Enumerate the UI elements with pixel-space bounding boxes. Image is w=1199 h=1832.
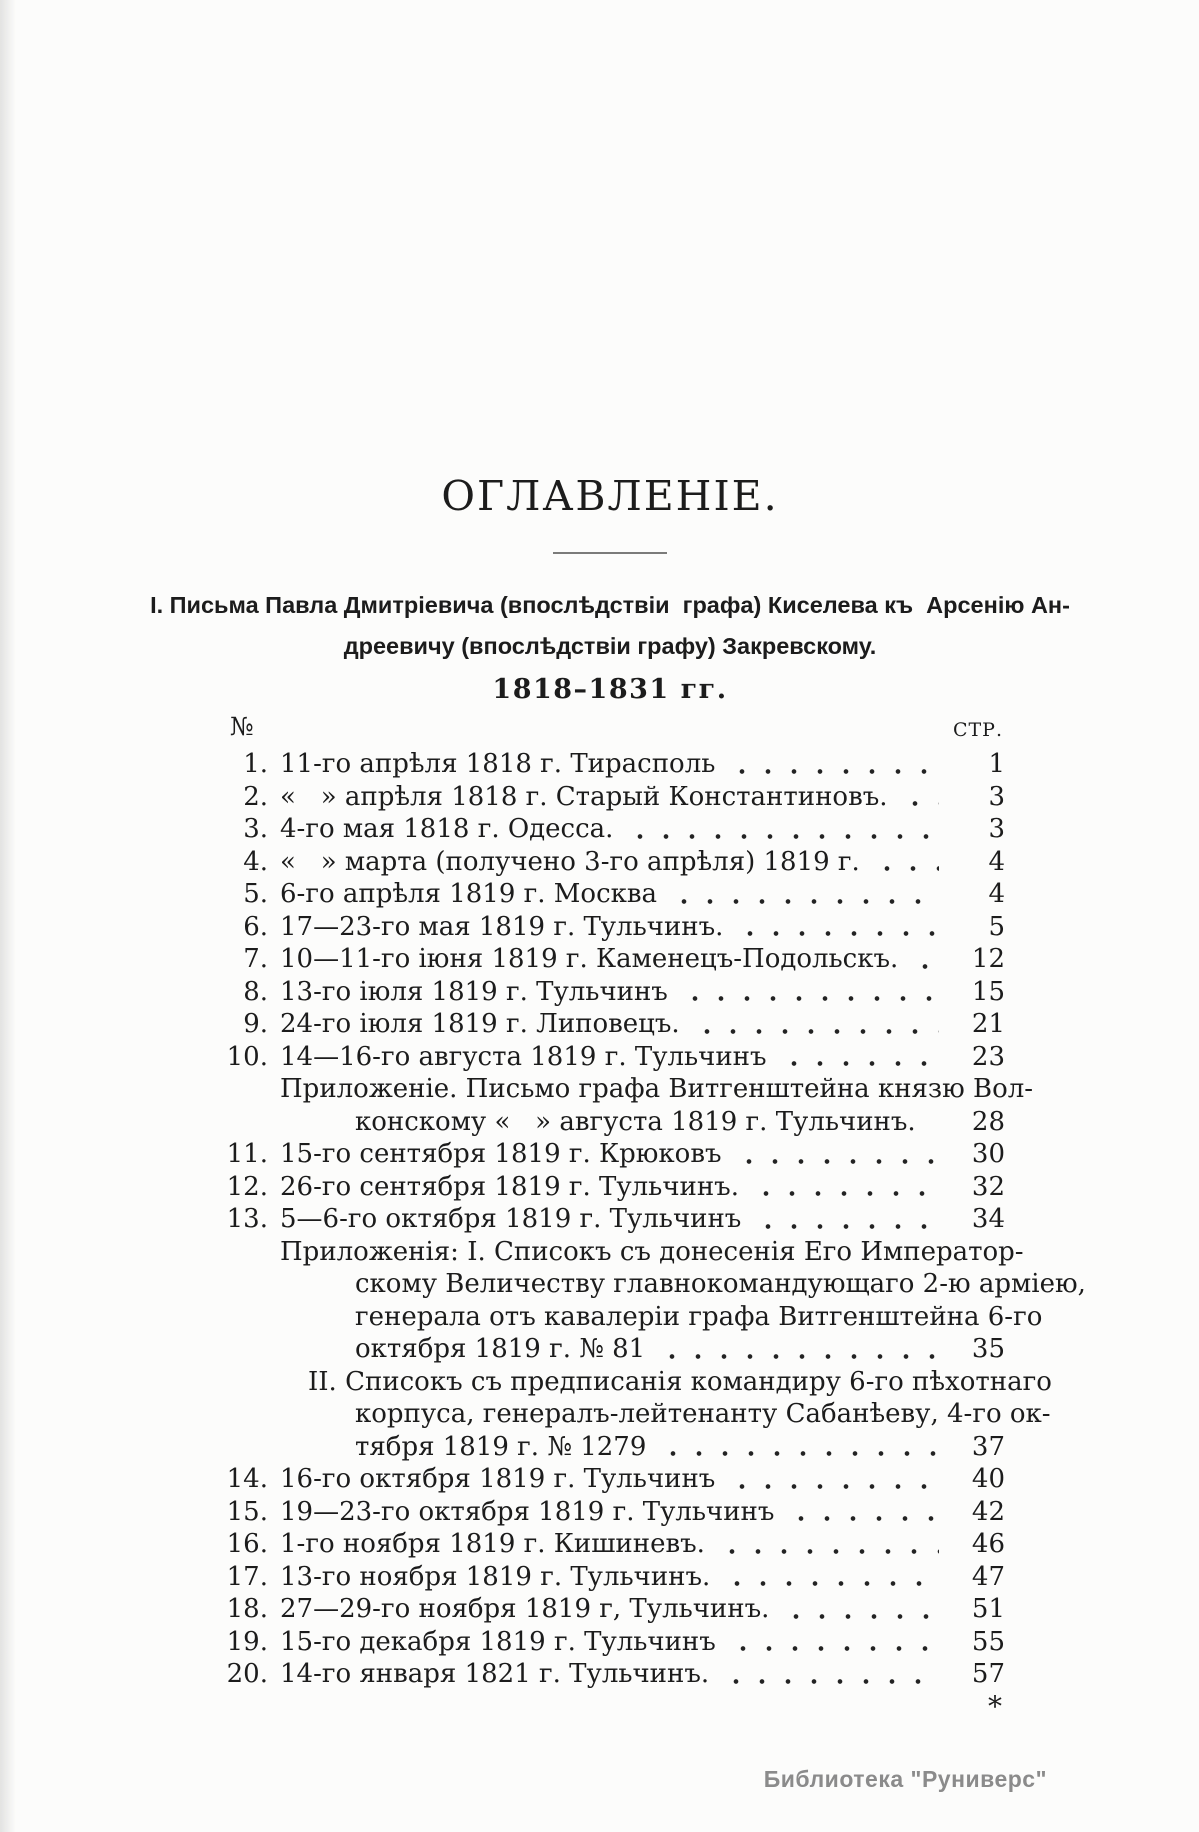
entry-number: 1.	[243, 749, 268, 779]
entry-number: 8.	[243, 976, 268, 1007]
entry-text: 15-го сентября 1819 г. Крюковъ	[280, 1139, 722, 1169]
dot-leader	[716, 1561, 939, 1594]
toc-entry	[150, 976, 1005, 1009]
toc-entry	[150, 1366, 1052, 1399]
entry-page: 12	[971, 944, 1005, 974]
entry-number: 11.	[226, 1139, 268, 1169]
toc-rows	[150, 748, 1086, 1691]
dot-leader	[652, 1431, 939, 1464]
entry-page: 42	[971, 1496, 1005, 1527]
entry-page: 28	[971, 1106, 1005, 1137]
entry-page: 15	[971, 976, 1005, 1007]
entry-page: 47	[971, 1561, 1005, 1592]
entry-text: тября 1819 г. № 1279	[355, 1431, 647, 1462]
dot-leader	[663, 878, 939, 911]
entry-number: 19.	[226, 1626, 268, 1657]
dot-leader	[904, 943, 939, 976]
entry-text: II. Списокъ съ предписанія командиру 6-го пѣхотнаго	[308, 1366, 1052, 1397]
entry-text: 26-го сентября 1819 г. Тульчинъ.	[280, 1171, 739, 1202]
entry-number: 5.	[243, 879, 268, 909]
entry-number: 16.	[226, 1529, 268, 1559]
dot-leader	[651, 1333, 939, 1366]
entry-page: 4	[988, 879, 1005, 909]
entry-text: 4-го мая 1818 г. Одесса.	[280, 814, 614, 844]
toc-entry	[150, 1041, 1005, 1074]
entry-page	[1030, 1236, 1096, 1269]
date-range: 1818–1831 гг.	[492, 674, 728, 705]
entry-number: 3.	[243, 814, 268, 844]
dot-leader	[722, 1626, 939, 1659]
toc-entry	[150, 1593, 1005, 1626]
entry-text: 1-го ноября 1819 г. Кишиневъ.	[280, 1529, 705, 1559]
dot-leader	[711, 1528, 939, 1561]
section-heading-line2: дреевичу (впослѣдствіи графу) Закревскому.	[343, 633, 877, 659]
entry-text: 27—29-го ноября 1819 г, Тульчинъ.	[280, 1594, 770, 1624]
toc-header	[150, 712, 1005, 746]
entry-text: « » апрѣля 1818 г. Старый Константиновъ.	[280, 781, 888, 812]
entry-number: 6.	[243, 911, 268, 942]
toc-entry	[150, 1658, 1005, 1691]
entry-page: 55	[971, 1626, 1005, 1657]
entry-text: скому Величеству главнокомандующаго 2-ю арміею,	[355, 1269, 1086, 1299]
toc-entry	[150, 813, 1005, 846]
entry-page: 34	[971, 1204, 1005, 1234]
dot-leader	[745, 1171, 939, 1204]
column-header-page: СТР.	[952, 719, 1003, 741]
toc-entry	[150, 1431, 1005, 1464]
entry-page: 57	[971, 1659, 1005, 1689]
entry-text: 13-го іюля 1819 г. Тульчинъ	[280, 976, 668, 1007]
entry-text: 24-го іюля 1819 г. Липовецъ.	[280, 1009, 680, 1039]
toc-entry	[150, 1496, 1005, 1529]
entry-page: 4	[988, 846, 1005, 877]
footnote-asterisk: *	[988, 1690, 1002, 1723]
entry-text: генерала отъ кавалеріи графа Витгенштейна 6-го	[355, 1301, 1043, 1332]
entry-page: 1	[988, 749, 1005, 779]
entry-number: 14.	[226, 1464, 268, 1494]
toc-entry	[150, 1398, 1051, 1431]
entry-number: 4.	[243, 846, 268, 877]
dot-leader	[674, 976, 939, 1009]
title-divider	[553, 552, 667, 554]
entry-text: 11-го апрѣля 1818 г. Тирасполь	[280, 749, 716, 779]
section-heading-line1: I. Письма Павла Дмитріевича (впослѣдствіи графа) Киселева къ Арсенію Ан-	[150, 592, 1070, 618]
page-title: ОГЛАВЛЕНІЕ.	[441, 472, 779, 520]
entry-page: 5	[988, 911, 1005, 942]
entry-number: 12.	[226, 1171, 268, 1202]
toc-entry	[150, 1528, 1005, 1561]
entry-text: Приложеніе. Письмо графа Витгенштейна князю Вол-	[280, 1074, 1034, 1104]
toc-entry	[150, 748, 1005, 781]
entry-page: 32	[971, 1171, 1005, 1202]
entry-text: 13-го ноября 1819 г. Тульчинъ.	[280, 1561, 711, 1592]
toc-entry	[150, 943, 1005, 976]
toc-entry	[150, 1073, 1034, 1106]
entry-text: 6-го апрѣля 1819 г. Москва	[280, 879, 658, 909]
entry-text: 19—23-го октября 1819 г. Тульчинъ	[280, 1496, 775, 1527]
entry-text: 5—6-го октября 1819 г. Тульчинъ	[280, 1204, 742, 1234]
entry-text: конскому « » августа 1819 г. Тульчинъ.	[355, 1106, 916, 1137]
toc-entry	[150, 781, 1005, 814]
toc-entry	[150, 1561, 1005, 1594]
toc-entry	[150, 1171, 1005, 1204]
dot-leader	[715, 1658, 939, 1691]
entry-page: 30	[971, 1139, 1005, 1169]
entry-page	[1058, 1366, 1124, 1399]
entry-page: 3	[988, 781, 1005, 812]
dot-leader	[619, 813, 939, 846]
entry-page: 46	[971, 1529, 1005, 1559]
entry-number: 10.	[226, 1041, 268, 1072]
entry-text: 15-го декабря 1819 г. Тульчинъ	[280, 1626, 716, 1657]
entry-page	[1039, 1073, 1105, 1106]
entry-number: 13.	[226, 1204, 268, 1234]
toc-entry	[150, 1333, 1005, 1366]
entry-page: 37	[971, 1431, 1005, 1462]
entry-number: 2.	[243, 781, 268, 812]
entry-page	[1048, 1301, 1114, 1334]
entry-page: 51	[971, 1594, 1005, 1624]
entry-text: Приложенія: I. Списокъ съ донесенія Его Император-	[280, 1236, 1024, 1267]
toc-entry	[150, 1008, 1005, 1041]
toc-entry	[150, 1203, 1005, 1236]
entry-text: « » марта (получено 3-го апрѣля) 1819 г.	[280, 846, 860, 877]
toc-entry	[150, 1626, 1005, 1659]
entry-page: 40	[971, 1464, 1005, 1494]
entry-text: 17—23-го мая 1819 г. Тульчинъ.	[280, 911, 724, 942]
toc-entry	[150, 846, 1005, 879]
entry-page	[1057, 1398, 1123, 1431]
dot-leader	[747, 1203, 939, 1236]
entry-text: 10—11-го іюня 1819 г. Каменецъ-Подольскъ.	[280, 944, 899, 974]
dot-leader	[728, 1138, 939, 1171]
toc-entry	[150, 1463, 1005, 1496]
entry-page: 23	[971, 1041, 1005, 1072]
entry-page: 35	[971, 1334, 1005, 1364]
entry-text: 16-го октября 1819 г. Тульчинъ	[280, 1464, 716, 1494]
toc-entry	[150, 1301, 1043, 1334]
dot-leader	[894, 781, 939, 814]
entry-page: 21	[971, 1009, 1005, 1039]
dot-leader	[721, 1463, 939, 1496]
toc-entry	[150, 1106, 1005, 1139]
toc-entry	[150, 878, 1005, 911]
entry-page: 3	[988, 814, 1005, 844]
dot-leader	[686, 1008, 939, 1041]
entry-page	[1092, 1268, 1158, 1301]
entry-number: 15.	[226, 1496, 268, 1527]
dot-leader	[922, 1106, 939, 1139]
dot-leader	[780, 1496, 939, 1529]
dot-leader	[775, 1593, 939, 1626]
toc-entry	[150, 1138, 1005, 1171]
entry-number: 7.	[243, 944, 268, 974]
toc-entry	[150, 1268, 1086, 1301]
entry-number: 17.	[226, 1561, 268, 1592]
column-header-number: №	[230, 712, 254, 741]
dot-leader	[773, 1041, 939, 1074]
entry-text: 14—16-го августа 1819 г. Тульчинъ	[280, 1041, 767, 1072]
toc-entry	[150, 1236, 1024, 1269]
entry-number: 20.	[226, 1659, 268, 1689]
entry-text: корпуса, генералъ-лейтенанту Сабанѣеву, 4-го ок-	[355, 1399, 1051, 1429]
watermark: Библиотека "Руниверс"	[763, 1766, 1047, 1792]
dot-leader	[866, 846, 939, 879]
entry-text: октября 1819 г. № 81	[355, 1334, 646, 1364]
dot-leader	[729, 911, 939, 944]
entry-number: 9.	[243, 1009, 268, 1039]
entry-number: 18.	[226, 1594, 268, 1624]
entry-text: 14-го января 1821 г. Тульчинъ.	[280, 1659, 710, 1689]
toc-entry	[150, 911, 1005, 944]
dot-leader	[721, 748, 939, 781]
